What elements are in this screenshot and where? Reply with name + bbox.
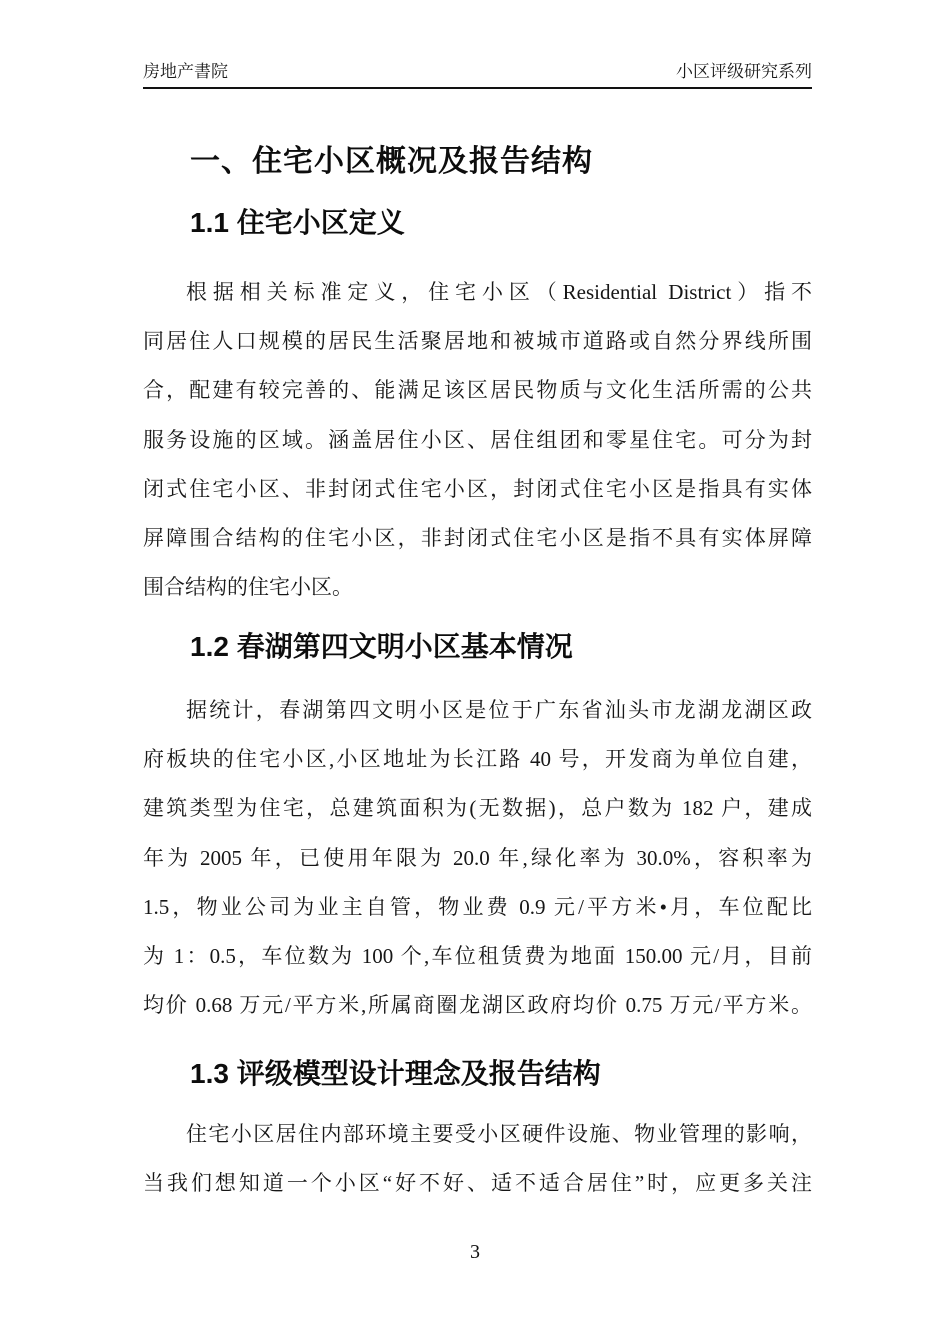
section-1-3-paragraph [143, 1110, 812, 1208]
section-1-2-heading: 1.2 春湖第四文明小区基本情况 [190, 631, 573, 662]
main-heading: 一、住宅小区概况及报告结构 [190, 145, 593, 178]
paragraph-line: 闭式住宅小区、非封闭式住宅小区，封闭式住宅小区是指具有实体 [143, 476, 812, 501]
section-1-1-paragraph [143, 268, 812, 612]
section-1-3-heading: 1.3 评级模型设计理念及报告结构 [190, 1058, 601, 1089]
section-1-1-heading: 1.1 住宅小区定义 [190, 207, 405, 238]
paragraph-line: 据统计，春湖第四文明小区是位于广东省汕头市龙湖龙湖区政 [186, 698, 812, 722]
paragraph-line: 屏障围合结构的住宅小区，非封闭式住宅小区是指不具有实体屏障 [143, 525, 812, 550]
paragraph-line: 同居住人口规模的居民生活聚居地和被城市道路或自然分界线所围 [143, 329, 812, 354]
paragraph-line: 当我们想知道一个小区“好不好、适不适合居住”时，应更多关注 [143, 1171, 812, 1196]
paragraph-line: 围合结构的住宅小区。 [143, 575, 353, 600]
header-left-text: 房地产書院 [143, 62, 228, 81]
paragraph-line: 1.5，物业公司为业主自管，物业费 0.9 元/平方米•月，车位配比 [143, 894, 812, 919]
paragraph-line: 住宅小区居住内部环境主要受小区硬件设施、物业管理的影响， [186, 1122, 812, 1146]
paragraph-line: 建筑类型为住宅，总建筑面积为(无数据)，总户数为 182 户，建成 [143, 796, 812, 821]
paragraph-line: 年为 2005 年，已使用年限为 20.0 年,绿化率为 30.0%，容积率为 [143, 845, 812, 870]
section-1-2-paragraph [143, 686, 812, 1030]
page-footer [0, 1240, 950, 1265]
paragraph-line: 均价 0.68 万元/平方米,所属商圈龙湖区政府均价 0.75 万元/平方米。 [143, 993, 812, 1018]
paragraph-line: 合，配建有较完善的、能满足该区居民物质与文化生活所需的公共 [143, 378, 812, 403]
page-number: 3 [470, 1241, 480, 1263]
paragraph-line: 府板块的住宅小区,小区地址为长江路 40 号，开发商为单位自建， [143, 747, 812, 772]
header-right-text: 小区评级研究系列 [676, 62, 812, 81]
paragraph-line: 为 1：0.5，车位数为 100 个,车位租赁费为地面 150.00 元/月，目前 [143, 943, 812, 968]
paragraph-line: 根据相关标准定义，住宅小区（Residential District）指不 [186, 280, 812, 304]
page-content [143, 0, 812, 1344]
paragraph-line: 服务设施的区域。涵盖居住小区、居住组团和零星住宅。可分为封 [143, 427, 812, 452]
